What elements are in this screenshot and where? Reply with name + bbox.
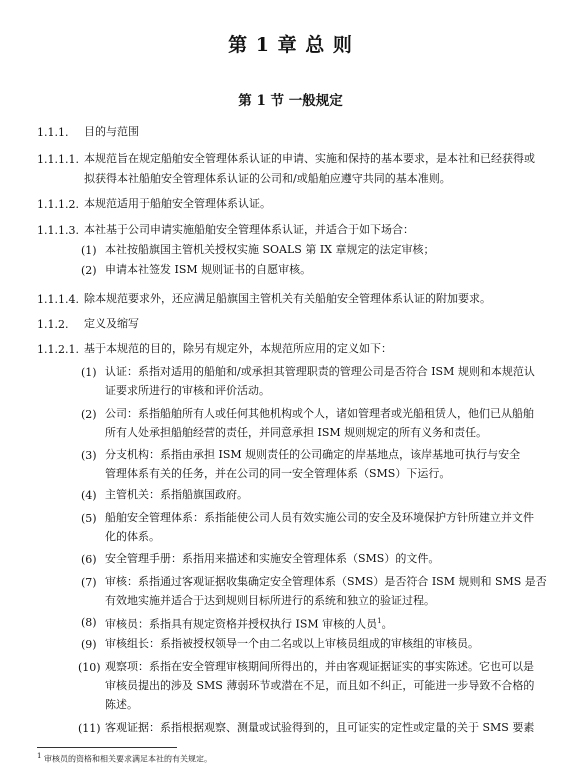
clause-number: 1.1.1.1. [37,153,79,166]
definition-line: 管理体系有关的任务，并在公司的同一安全管理体系（SMS）下运行。 [105,467,451,480]
definition-line: 分支机构：系指由承担 ISM 规则责任的公司确定的岸基地点，该岸基地可执行与安全 [105,448,521,461]
definition-line: 审核组长：系指被授权领导一个由二名或以上审核员组成的审核组的审核员。 [105,637,479,650]
clause-text: 除本规范要求外，还应满足船旗国主管机关有关船舶安全管理体系认证的附加要求。 [84,292,491,305]
clause-line: 拟获得本社船舶安全管理体系认证的公司和/或船舶应遵守共同的基本准则。 [84,172,451,185]
heading-text: 定义及缩写 [84,317,139,330]
clause-text: 本社基于公司申请实施船舶安全管理体系认证，并适合于如下场合： [84,223,414,236]
definition-number: (5) [81,512,97,525]
definition-line: 船舶安全管理体系：系指能使公司人员有效实施公司的安全及环境保护方针所建立并文件 [105,511,534,524]
definition-number: (10) [78,661,101,674]
definition-line: 认证：系指对适用的船舶和/或承担其管理职责的管理公司是否符合 ISM 规则和本规范认 [105,365,535,378]
definition-line: 所有人处承担船舶经营的责任，并同意承担 ISM 规则规定的所有义务和责任。 [105,426,488,439]
heading-text: 目的与范围 [84,125,139,138]
definition-number: (7) [81,576,97,589]
definition-text: 审核员：系指具有规定资格并授权执行 ISM 审核的人员 [105,617,378,631]
list-item-number: (2) [81,264,97,277]
footnote-mark: 1 [37,752,42,760]
heading-number: 1.1.2. [37,318,69,331]
definition-line: 公司：系指船舶所有人或任何其他机构或个人，诸如管理者或光船租赁人，他们已从船舶 [105,407,534,420]
definition-line: 证要求所进行的审核和评价活动。 [105,384,270,397]
clause-line: 本规范旨在规定船舶安全管理体系认证的申请、实施和保持的基本要求，是本社和已经获得或 [84,152,535,165]
section-title: 第 1 节 一般规定 [238,93,343,109]
list-item-text: 申请本社签发 ISM 规则证书的自愿审核。 [105,263,312,276]
definition-number: (3) [81,449,97,462]
footnote-divider [37,747,177,748]
definition-number: (6) [81,553,97,566]
definition-tail: 。 [381,617,393,631]
definition-line: 主管机关：系指船旗国政府。 [105,488,248,501]
definition-number: (9) [81,638,97,651]
definition-number: (2) [81,408,97,421]
clause-number: 1.1.2.1. [37,343,79,356]
definition-line: 有效地实施并适合于达到规则目标所进行的系统和独立的验证过程。 [105,594,435,607]
definition-number: (8) [81,616,97,629]
clause-number: 1.1.1.3. [37,224,79,237]
footnote-text: 审核员的资格和相关要求满足本社的有关规定。 [44,754,213,764]
list-item-number: (1) [81,244,97,257]
clause-number: 1.1.1.2. [37,198,79,211]
clause-text: 本规范适用于船舶安全管理体系认证。 [84,197,271,210]
definition-line: 审核员提出的涉及 SMS 薄弱环节或潜在不足，而且如不纠正，可能进一步导致不合格的 [105,679,535,692]
definition-line: 安全管理手册：系指用来描述和实施安全管理体系（SMS）的文件。 [105,552,440,565]
definition-line [105,612,393,634]
list-item-text: 本社按船旗国主管机关授权实施 SOALS 第 IX 章规定的法定审核； [105,243,435,256]
chapter-title: 第 1 章 总 则 [228,34,353,56]
footnote [37,752,212,765]
definition-number: (1) [81,366,97,379]
clause-text: 基于本规范的目的，除另有规定外，本规范所应用的定义如下： [84,342,392,355]
definition-line: 观察项：系指在安全管理审核期间所得出的，并由客观证据证实的事实陈述。它也可以是 [105,660,534,673]
definition-number: (4) [81,489,97,502]
clause-number: 1.1.1.4. [37,293,79,306]
definition-line: 客观证据：系指根据观察、测量或试验得到的，且可证实的定性或定量的关于 SMS 要素 [105,721,535,734]
definition-line: 审核：系指通过客观证据收集确定安全管理体系（SMS）是否符合 ISM 规则和 SMS 是否 [105,575,547,588]
footnote-reference[interactable]: 1 [377,617,382,625]
heading-number: 1.1.1. [37,126,69,139]
definition-line: 陈述。 [105,698,138,711]
definition-line: 化的体系。 [105,530,160,543]
definition-number: (11) [78,722,101,735]
